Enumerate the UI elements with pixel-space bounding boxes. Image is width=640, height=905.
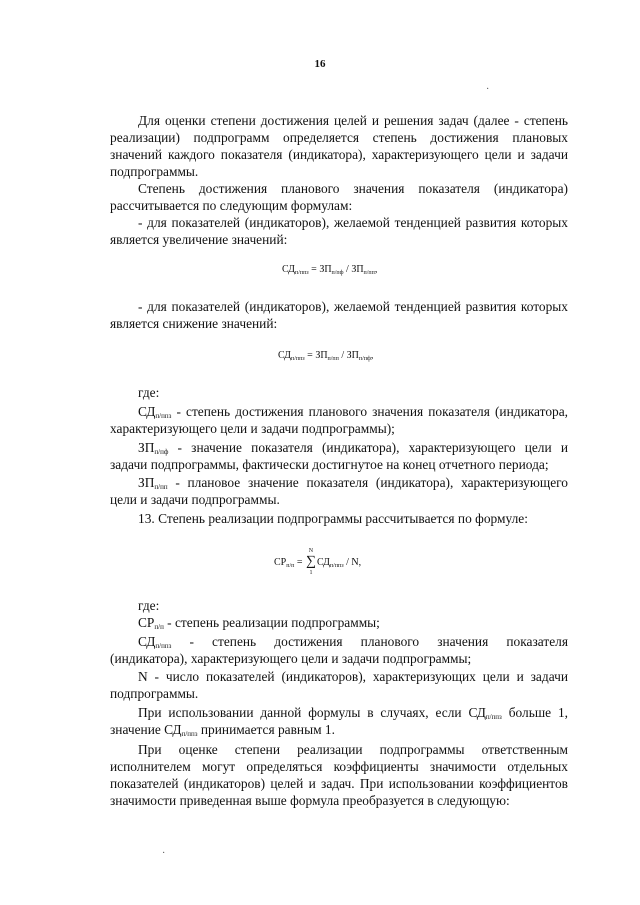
def-zpf-line-1: ЗПп/пф - значение показателя (индикатора), характеризующего цели и bbox=[138, 440, 568, 456]
use-line-2: значение СДп/ппз принимается равным 1. bbox=[110, 722, 335, 738]
formula-increase: $СД_{п/ппз} = ЗП_{п/пф} / ЗП_{п/пп}$, bbox=[282, 264, 378, 276]
last-line-1: При оценке степени реализации подпрограммы ответственным bbox=[138, 742, 568, 757]
p1-line-2: реализации) подпрограмм определяется степень достижения плановых bbox=[110, 130, 568, 145]
speck-bottom: · bbox=[162, 848, 166, 859]
def-sd-line-2: характеризующего цели и задачи подпрограммы); bbox=[110, 421, 395, 436]
p1-line-1: Для оценки степени достижения целей и решения задач (далее - степень bbox=[138, 113, 568, 128]
last-line-4: значимости приведенная выше формула преобразуется в следующую: bbox=[110, 793, 510, 808]
where-label-1: где: bbox=[138, 385, 160, 400]
def-n-line-1: N - число показателей (индикаторов), характеризующих цели и задачи bbox=[138, 669, 568, 684]
def-zpp-line-1: ЗПп/пп - плановое значение показателя (индикатора), характеризующего bbox=[138, 475, 568, 491]
p3-line-2: является снижение значений: bbox=[110, 316, 278, 331]
p1-line-4: подпрограммы. bbox=[110, 164, 199, 179]
formula-decrease: $СД_{п/ппз} = ЗП_{п/пп} / ЗП_{п/пф}$, bbox=[278, 350, 374, 362]
formula-sr: $СР_{п/п}$ = N ∑ 1 $СД_{п/ппз}$ / N, bbox=[274, 548, 362, 576]
where-label-2: где: bbox=[138, 598, 160, 613]
sum-symbol: N ∑ 1 bbox=[305, 548, 316, 576]
last-line-2: исполнителем могут определяться коэффициенты значимости отдельных bbox=[110, 759, 568, 774]
def-sd-line-1: СДп/ппз - степень достижения планового значения показателя (индикатора, bbox=[138, 404, 568, 420]
p2-line-1: Степень достижения планового значения показателя (индикатора) bbox=[138, 181, 568, 196]
p1-line-3: значений каждого показателя (индикатора), характеризующего цели и задачи bbox=[110, 147, 568, 162]
def-sd2-line-1: СДп/ппз - степень достижения планового значения показателя bbox=[138, 634, 568, 650]
p3-line-1: - для показателей (индикаторов), желаемой тенденцией развития которых bbox=[138, 299, 568, 314]
def-sd2-line-2: (индикатора), характеризующего цели и задачи подпрограммы; bbox=[110, 651, 472, 666]
use-line-1: При использовании данной формулы в случаях, если СДп/ппз больше 1, bbox=[138, 705, 568, 721]
def-zpf-line-2: задачи подпрограммы, фактически достигнутое на конец отчетного периода; bbox=[110, 457, 549, 472]
section-13-heading: 13. Степень реализации подпрограммы рассчитывается по формуле: bbox=[138, 511, 528, 526]
p2-line-2: рассчитывается по следующим формулам: bbox=[110, 198, 353, 213]
def-zpp-line-2: цели и задачи подпрограммы. bbox=[110, 492, 280, 507]
def-n-line-2: подпрограммы. bbox=[110, 686, 199, 701]
last-line-3: показателей (индикаторов) целей и задач. При использовании коэффициентов bbox=[110, 776, 568, 791]
speck: · bbox=[486, 84, 490, 95]
page-number: 16 bbox=[314, 58, 326, 70]
p2-line-3: - для показателей (индикаторов), желаемой тенденцией развития которых bbox=[138, 215, 568, 230]
def-sr: СРп/п - степень реализации подпрограммы; bbox=[138, 615, 380, 631]
p2-line-4: является увеличение значений: bbox=[110, 232, 288, 247]
